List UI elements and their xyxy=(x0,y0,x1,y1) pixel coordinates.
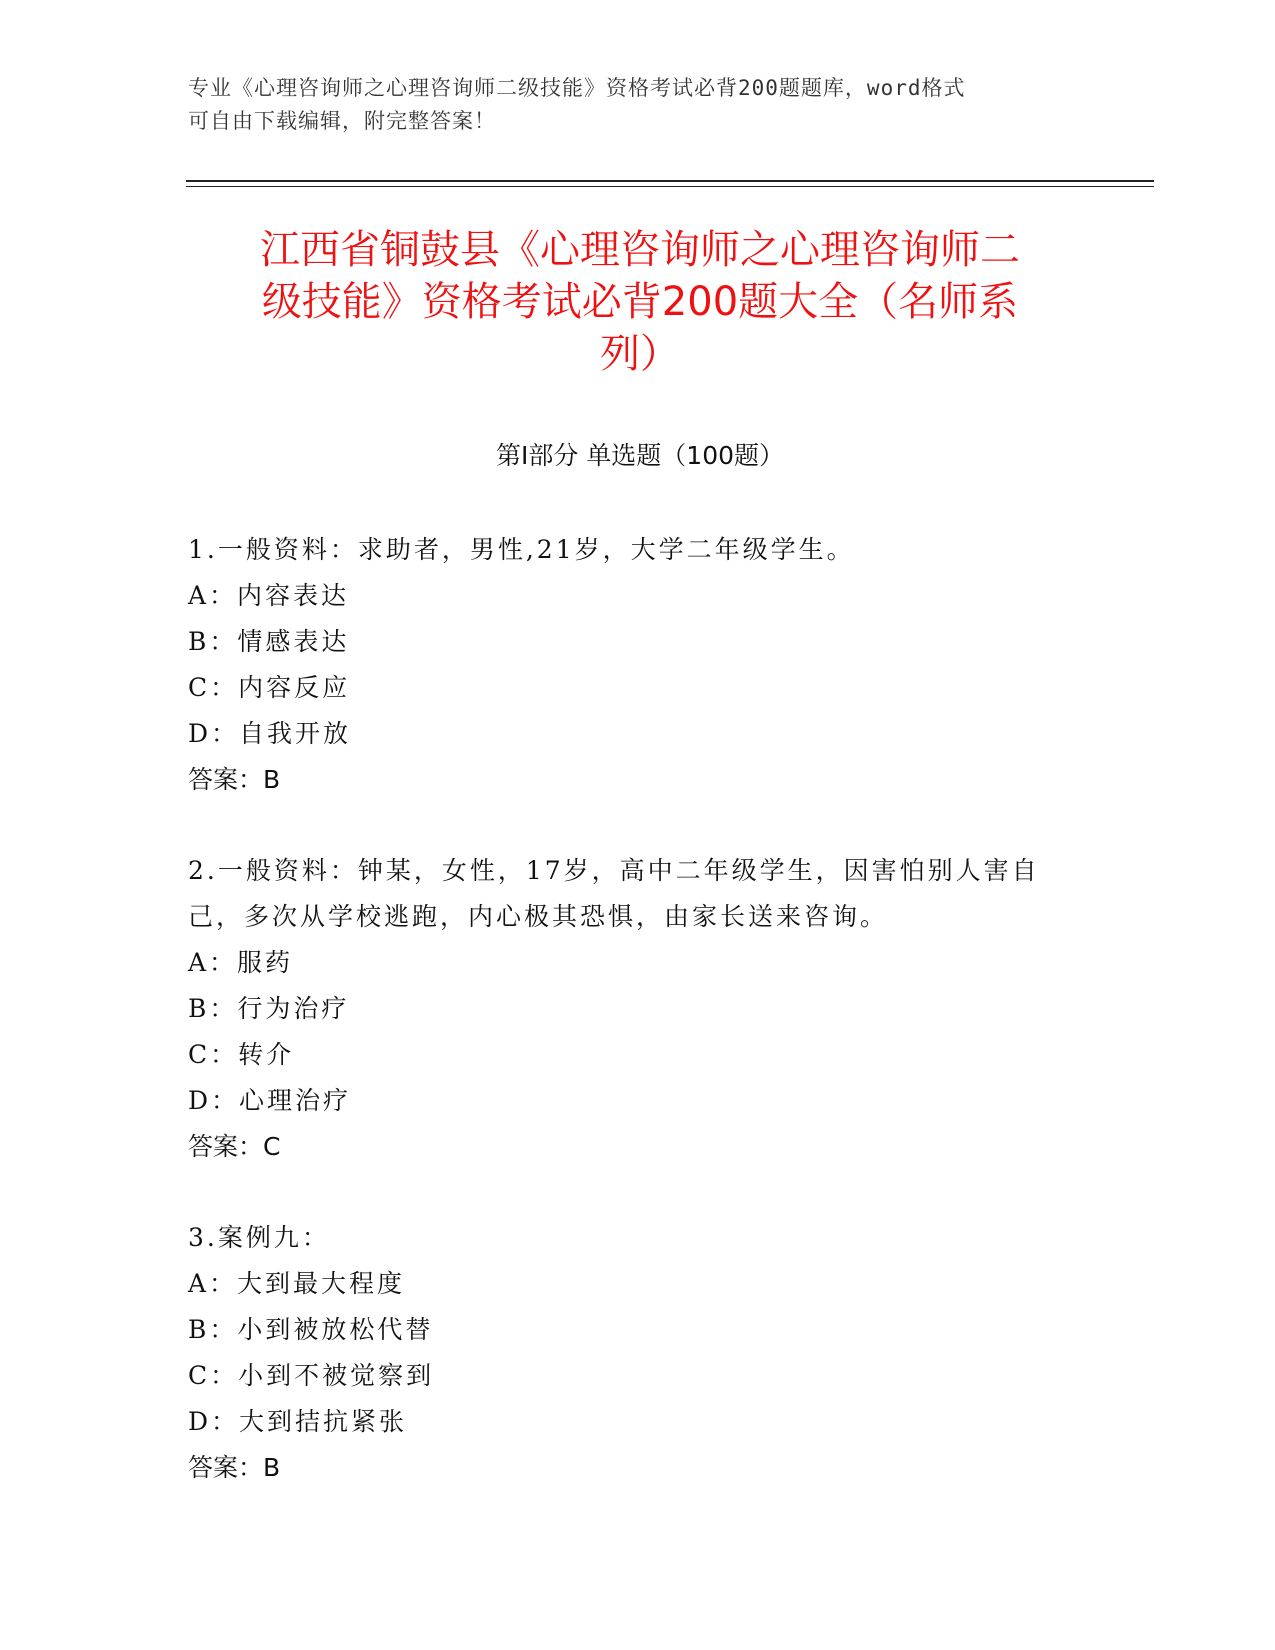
option-c: C：小到不被觉察到 xyxy=(188,1361,435,1390)
option-a: A：大到最大程度 xyxy=(188,1269,406,1298)
option-d: D：自我开放 xyxy=(188,719,352,748)
option-a: A：内容表达 xyxy=(188,581,350,610)
option-b: B：情感表达 xyxy=(188,627,350,656)
question-stem: 3.案例九： xyxy=(188,1223,330,1252)
question-stem: 2.一般资料：钟某，女性，17岁，高中二年级学生，因害怕别人害自己，多次从学校逃跑，内心极其恐惧，由家长送来咨询。 xyxy=(188,856,1040,931)
question-1 xyxy=(188,527,1068,803)
title-line-2: 级技能》资格考试必背200题大全（名师系 xyxy=(261,279,1019,325)
option-b: B：小到被放松代替 xyxy=(188,1315,434,1344)
title-line-1: 江西省铜鼓县《心理咨询师之心理咨询师二 xyxy=(260,227,1020,273)
answer: 答案：C xyxy=(188,1132,281,1161)
question-2 xyxy=(188,848,1068,1170)
option-c: C：内容反应 xyxy=(188,673,351,702)
question-stem: 1.一般资料：求助者，男性,21岁，大学二年级学生。 xyxy=(188,535,855,564)
header-line-2: 可自由下载编辑，附完整答案！ xyxy=(188,109,496,133)
answer: 答案：B xyxy=(188,765,281,794)
document-header xyxy=(188,72,1068,138)
option-d: D：大到拮抗紧张 xyxy=(188,1407,408,1436)
header-divider-thick xyxy=(186,180,1154,182)
option-d: D：心理治疗 xyxy=(188,1086,352,1115)
title-line-3: 列） xyxy=(600,331,680,377)
question-3 xyxy=(188,1215,1068,1491)
option-c: C：转介 xyxy=(188,1040,295,1069)
section-heading: 第Ⅰ部分 单选题（100题） xyxy=(495,441,785,470)
answer: 答案：B xyxy=(188,1453,281,1482)
header-line-1: 专业《心理咨询师之心理咨询师二级技能》资格考试必背200题题库，word格式 xyxy=(188,76,966,100)
document-title xyxy=(190,224,1090,380)
option-a: A：服药 xyxy=(188,948,294,977)
option-b: B：行为治疗 xyxy=(188,994,350,1023)
header-divider-thin xyxy=(186,186,1154,187)
